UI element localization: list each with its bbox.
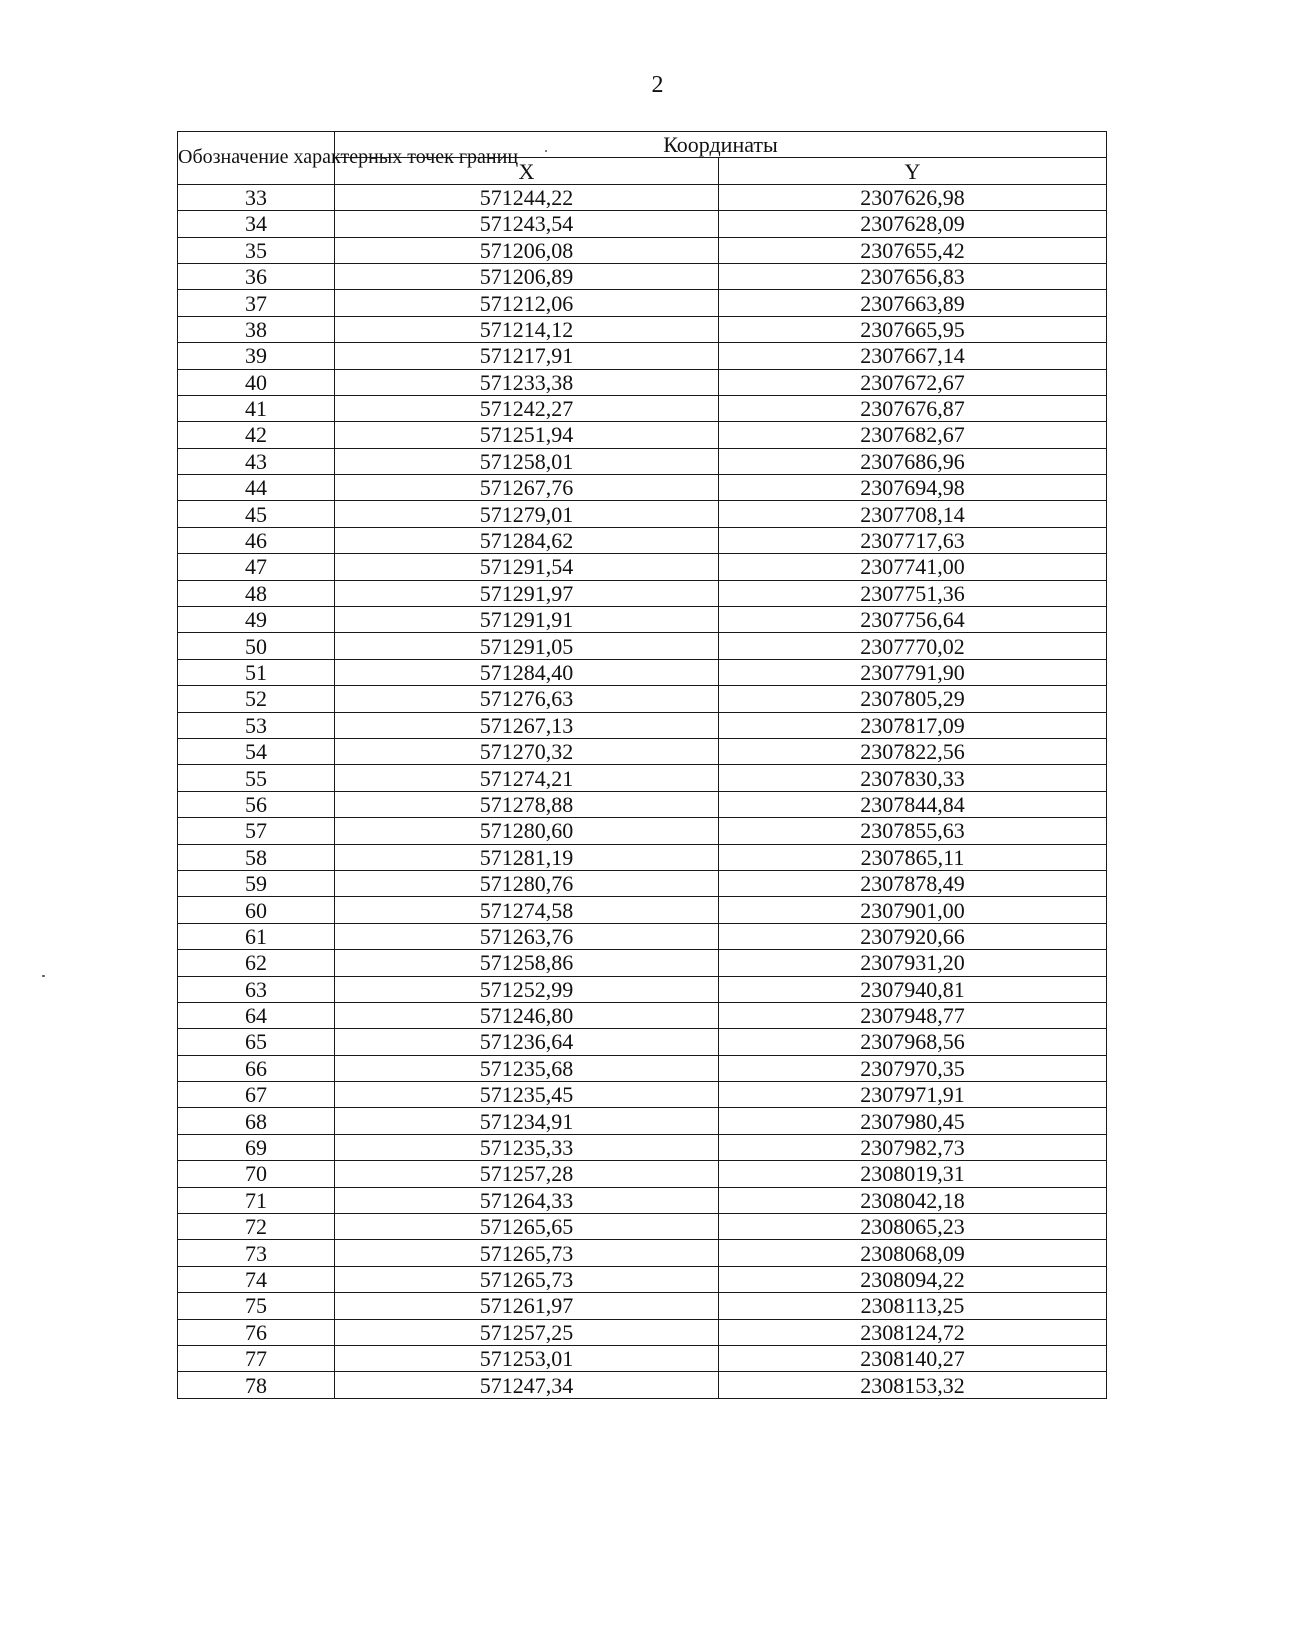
y-coordinate-cell: 2308065,23 [719, 1214, 1107, 1240]
x-coordinate-cell: 571267,76 [335, 475, 719, 501]
table-row [178, 765, 1107, 791]
x-coordinate-cell: 571291,05 [335, 633, 719, 659]
table-row [178, 395, 1107, 421]
table-row [178, 897, 1107, 923]
point-number-cell: 63 [178, 976, 335, 1002]
y-coordinate-cell: 2307940,81 [719, 976, 1107, 1002]
table-row [178, 1029, 1107, 1055]
y-header: Y [719, 158, 1107, 184]
point-number-cell: 42 [178, 422, 335, 448]
table-row [178, 1319, 1107, 1345]
x-coordinate-cell: 571212,06 [335, 290, 719, 316]
x-coordinate-cell: 571279,01 [335, 501, 719, 527]
table-row [178, 475, 1107, 501]
x-coordinate-cell: 571267,13 [335, 712, 719, 738]
y-coordinate-cell: 2307920,66 [719, 923, 1107, 949]
table-row [178, 554, 1107, 580]
point-number-cell: 47 [178, 554, 335, 580]
point-number-cell: 50 [178, 633, 335, 659]
point-number-cell: 70 [178, 1161, 335, 1187]
point-number-cell: 49 [178, 607, 335, 633]
table-row [178, 1082, 1107, 1108]
x-coordinate-cell: 571235,33 [335, 1134, 719, 1160]
point-number-cell: 73 [178, 1240, 335, 1266]
table-row [178, 844, 1107, 870]
table-row [178, 686, 1107, 712]
y-coordinate-cell: 2308124,72 [719, 1319, 1107, 1345]
point-number-cell: 64 [178, 1002, 335, 1028]
point-number-cell: 52 [178, 686, 335, 712]
table-row [178, 923, 1107, 949]
x-coordinate-cell: 571274,21 [335, 765, 719, 791]
x-coordinate-cell: 571291,91 [335, 607, 719, 633]
x-coordinate-cell: 571284,40 [335, 659, 719, 685]
point-number-cell: 45 [178, 501, 335, 527]
y-coordinate-cell: 2307751,36 [719, 580, 1107, 606]
y-coordinate-cell: 2307741,00 [719, 554, 1107, 580]
scan-speck [545, 150, 547, 152]
scan-speck [42, 975, 45, 977]
x-coordinate-cell: 571251,94 [335, 422, 719, 448]
y-coordinate-cell: 2307672,67 [719, 369, 1107, 395]
x-coordinate-cell: 571236,64 [335, 1029, 719, 1055]
y-coordinate-cell: 2307901,00 [719, 897, 1107, 923]
y-coordinate-cell: 2307655,42 [719, 237, 1107, 263]
point-number-cell: 74 [178, 1266, 335, 1292]
x-coordinate-cell: 571261,97 [335, 1293, 719, 1319]
point-number-cell: 54 [178, 738, 335, 764]
point-number-cell: 72 [178, 1214, 335, 1240]
y-coordinate-cell: 2307931,20 [719, 950, 1107, 976]
y-coordinate-cell: 2307970,35 [719, 1055, 1107, 1081]
x-coordinate-cell: 571291,54 [335, 554, 719, 580]
y-coordinate-cell: 2307865,11 [719, 844, 1107, 870]
table-row [178, 290, 1107, 316]
y-coordinate-cell: 2307817,09 [719, 712, 1107, 738]
table-row [178, 738, 1107, 764]
y-coordinate-cell: 2307667,14 [719, 343, 1107, 369]
point-number-cell: 60 [178, 897, 335, 923]
point-number-cell: 78 [178, 1372, 335, 1398]
x-coordinate-cell: 571263,76 [335, 923, 719, 949]
y-coordinate-cell: 2308094,22 [719, 1266, 1107, 1292]
table-row [178, 1293, 1107, 1319]
y-coordinate-cell: 2307717,63 [719, 527, 1107, 553]
x-coordinate-cell: 571243,54 [335, 211, 719, 237]
point-number-cell: 43 [178, 448, 335, 474]
y-coordinate-cell: 2307980,45 [719, 1108, 1107, 1134]
point-number-cell: 68 [178, 1108, 335, 1134]
point-number-cell: 40 [178, 369, 335, 395]
point-number-cell: 58 [178, 844, 335, 870]
table-row [178, 1372, 1107, 1398]
x-coordinate-cell: 571246,80 [335, 1002, 719, 1028]
x-coordinate-cell: 571278,88 [335, 791, 719, 817]
table-row [178, 1214, 1107, 1240]
x-coordinate-cell: 571206,08 [335, 237, 719, 263]
table-row [178, 1108, 1107, 1134]
table-row [178, 448, 1107, 474]
table-row [178, 422, 1107, 448]
y-coordinate-cell: 2308140,27 [719, 1345, 1107, 1371]
y-coordinate-cell: 2307676,87 [719, 395, 1107, 421]
x-coordinate-cell: 571257,28 [335, 1161, 719, 1187]
table-header [178, 132, 1107, 185]
point-number-cell: 56 [178, 791, 335, 817]
y-coordinate-cell: 2307948,77 [719, 1002, 1107, 1028]
x-coordinate-cell: 571235,68 [335, 1055, 719, 1081]
point-number-cell: 66 [178, 1055, 335, 1081]
x-coordinate-cell: 571214,12 [335, 316, 719, 342]
x-coordinate-cell: 571274,58 [335, 897, 719, 923]
page-number: 2 [651, 72, 664, 98]
x-coordinate-cell: 571276,63 [335, 686, 719, 712]
table-row [178, 818, 1107, 844]
point-number-cell: 57 [178, 818, 335, 844]
y-coordinate-cell: 2307708,14 [719, 501, 1107, 527]
x-coordinate-cell: 571265,65 [335, 1214, 719, 1240]
x-coordinate-cell: 571280,76 [335, 870, 719, 896]
y-coordinate-cell: 2307971,91 [719, 1082, 1107, 1108]
point-number-cell: 65 [178, 1029, 335, 1055]
point-number-cell: 61 [178, 923, 335, 949]
y-coordinate-cell: 2307694,98 [719, 475, 1107, 501]
point-number-cell: 44 [178, 475, 335, 501]
x-coordinate-cell: 571234,91 [335, 1108, 719, 1134]
x-coordinate-cell: 571270,32 [335, 738, 719, 764]
point-number-cell: 48 [178, 580, 335, 606]
y-coordinate-cell: 2307628,09 [719, 211, 1107, 237]
table-row [178, 870, 1107, 896]
y-coordinate-cell: 2307878,49 [719, 870, 1107, 896]
table-row [178, 316, 1107, 342]
point-number-cell: 34 [178, 211, 335, 237]
y-coordinate-cell: 2307663,89 [719, 290, 1107, 316]
x-coordinate-cell: 571280,60 [335, 818, 719, 844]
point-number-cell: 59 [178, 870, 335, 896]
table-row [178, 1345, 1107, 1371]
x-coordinate-cell: 571265,73 [335, 1266, 719, 1292]
point-number-cell: 39 [178, 343, 335, 369]
table-row [178, 950, 1107, 976]
y-coordinate-cell: 2308153,32 [719, 1372, 1107, 1398]
y-coordinate-cell: 2307656,83 [719, 263, 1107, 289]
table-row [178, 501, 1107, 527]
y-coordinate-cell: 2307822,56 [719, 738, 1107, 764]
point-number-cell: 75 [178, 1293, 335, 1319]
table-row [178, 712, 1107, 738]
table-row [178, 527, 1107, 553]
y-coordinate-cell: 2308113,25 [719, 1293, 1107, 1319]
point-number-cell: 53 [178, 712, 335, 738]
table-row [178, 211, 1107, 237]
y-coordinate-cell: 2307855,63 [719, 818, 1107, 844]
point-number-cell: 35 [178, 237, 335, 263]
table-row [178, 791, 1107, 817]
coordinates-table [177, 131, 1107, 1399]
table-row [178, 976, 1107, 1002]
point-number-cell: 51 [178, 659, 335, 685]
point-number-cell: 38 [178, 316, 335, 342]
table-row [178, 1161, 1107, 1187]
x-coordinate-cell: 571291,97 [335, 580, 719, 606]
point-number-cell: 69 [178, 1134, 335, 1160]
x-coordinate-cell: 571281,19 [335, 844, 719, 870]
x-coordinate-cell: 571257,25 [335, 1319, 719, 1345]
point-number-cell: 77 [178, 1345, 335, 1371]
table-row [178, 263, 1107, 289]
table-row [178, 633, 1107, 659]
table-row [178, 1266, 1107, 1292]
x-coordinate-cell: 571217,91 [335, 343, 719, 369]
table-row [178, 1002, 1107, 1028]
x-coordinate-cell: 571242,27 [335, 395, 719, 421]
x-header: X [335, 158, 719, 184]
y-coordinate-cell: 2307791,90 [719, 659, 1107, 685]
x-coordinate-cell: 571233,38 [335, 369, 719, 395]
x-coordinate-cell: 571258,86 [335, 950, 719, 976]
y-coordinate-cell: 2307682,67 [719, 422, 1107, 448]
x-coordinate-cell: 571284,62 [335, 527, 719, 553]
y-coordinate-cell: 2307626,98 [719, 184, 1107, 210]
y-coordinate-cell: 2307686,96 [719, 448, 1107, 474]
x-coordinate-cell: 571252,99 [335, 976, 719, 1002]
point-number-cell: 55 [178, 765, 335, 791]
x-coordinate-cell: 571235,45 [335, 1082, 719, 1108]
x-coordinate-cell: 571247,34 [335, 1372, 719, 1398]
y-coordinate-cell: 2307844,84 [719, 791, 1107, 817]
point-number-cell: 67 [178, 1082, 335, 1108]
point-number-cell: 62 [178, 950, 335, 976]
table-row [178, 607, 1107, 633]
point-number-cell: 76 [178, 1319, 335, 1345]
table-row [178, 659, 1107, 685]
y-coordinate-cell: 2308068,09 [719, 1240, 1107, 1266]
point-label-header: Обозначение характерных точек границ [178, 132, 335, 185]
point-number-cell: 36 [178, 263, 335, 289]
table-row [178, 1134, 1107, 1160]
table-row [178, 237, 1107, 263]
x-coordinate-cell: 571206,89 [335, 263, 719, 289]
table-row [178, 184, 1107, 210]
point-number-cell: 33 [178, 184, 335, 210]
y-coordinate-cell: 2307830,33 [719, 765, 1107, 791]
y-coordinate-cell: 2308019,31 [719, 1161, 1107, 1187]
table-row [178, 1055, 1107, 1081]
table-body [178, 184, 1107, 1398]
point-number-cell: 37 [178, 290, 335, 316]
point-number-cell: 46 [178, 527, 335, 553]
coordinates-header: Координаты [335, 132, 1107, 158]
table-row [178, 369, 1107, 395]
y-coordinate-cell: 2308042,18 [719, 1187, 1107, 1213]
table-row [178, 580, 1107, 606]
point-number-cell: 71 [178, 1187, 335, 1213]
y-coordinate-cell: 2307968,56 [719, 1029, 1107, 1055]
table-row [178, 1240, 1107, 1266]
y-coordinate-cell: 2307756,64 [719, 607, 1107, 633]
x-coordinate-cell: 571258,01 [335, 448, 719, 474]
y-coordinate-cell: 2307982,73 [719, 1134, 1107, 1160]
y-coordinate-cell: 2307805,29 [719, 686, 1107, 712]
table-row [178, 1187, 1107, 1213]
y-coordinate-cell: 2307770,02 [719, 633, 1107, 659]
table-row [178, 343, 1107, 369]
x-coordinate-cell: 571253,01 [335, 1345, 719, 1371]
y-coordinate-cell: 2307665,95 [719, 316, 1107, 342]
x-coordinate-cell: 571264,33 [335, 1187, 719, 1213]
x-coordinate-cell: 571265,73 [335, 1240, 719, 1266]
point-number-cell: 41 [178, 395, 335, 421]
x-coordinate-cell: 571244,22 [335, 184, 719, 210]
